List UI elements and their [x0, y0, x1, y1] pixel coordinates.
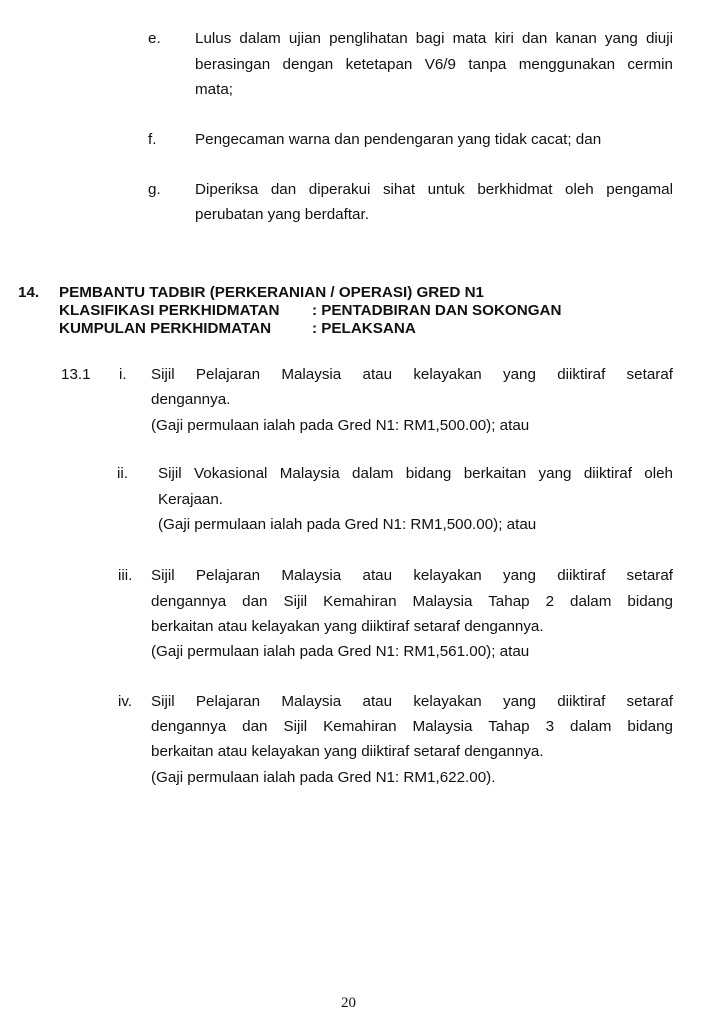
list-marker: i. [119, 366, 127, 383]
list-marker: iii. [118, 567, 133, 584]
list-text-line: dengannya dan Sijil Kemahiran Malaysia Tahap 2 dalam bidang [151, 593, 673, 610]
salary-note: (Gaji permulaan ialah pada Gred N1: RM1,622.00). [151, 769, 496, 786]
list-text-line: Diperiksa dan diperakui sihat untuk berkhidmat oleh pengamal [195, 181, 673, 198]
classification-value: : PENTADBIRAN DAN SOKONGAN [312, 302, 562, 319]
section-number: 14. [18, 284, 40, 301]
group-value: : PELAKSANA [312, 320, 416, 337]
classification-label: KLASIFIKASI PERKHIDMATAN [59, 302, 280, 319]
list-text-line: Sijil Pelajaran Malaysia atau kelayakan yang diiktiraf setaraf [151, 567, 673, 584]
list-marker: g. [148, 181, 161, 198]
list-text-line: berasingan dengan ketetapan V6/9 tanpa menggunakan cermin [195, 56, 673, 73]
salary-note: (Gaji permulaan ialah pada Gred N1: RM1,561.00); atau [151, 643, 530, 660]
page-number: 20 [341, 995, 356, 1011]
list-text-line: perubatan yang berdaftar. [195, 206, 369, 223]
salary-note: (Gaji permulaan ialah pada Gred N1: RM1,500.00); atau [151, 417, 530, 434]
list-text-line: Sijil Pelajaran Malaysia atau kelayakan yang diiktiraf setaraf [151, 693, 673, 710]
list-text-line: Sijil Pelajaran Malaysia atau kelayakan yang diiktiraf setaraf [151, 366, 673, 383]
group-label: KUMPULAN PERKHIDMATAN [59, 320, 272, 337]
list-text-line: dengannya. [151, 391, 231, 408]
list-marker: f. [148, 131, 157, 148]
list-text-line: Pengecaman warna dan pendengaran yang tidak cacat; dan [195, 131, 602, 148]
salary-note: (Gaji permulaan ialah pada Gred N1: RM1,500.00); atau [158, 516, 537, 533]
list-text-line: Sijil Vokasional Malaysia dalam bidang berkaitan yang diiktiraf oleh [158, 465, 673, 482]
list-marker: ii. [117, 465, 128, 482]
section-title: PEMBANTU TADBIR (PERKERANIAN / OPERASI) GRED N1 [59, 284, 484, 301]
list-text-line: berkaitan atau kelayakan yang diiktiraf setaraf dengannya. [151, 743, 544, 760]
list-text-line: Kerajaan. [158, 491, 224, 508]
list-text-line: Lulus dalam ujian penglihatan bagi mata kiri dan kanan yang diuji [195, 30, 673, 47]
list-text-line: berkaitan atau kelayakan yang diiktiraf setaraf dengannya. [151, 618, 544, 635]
subsection-number: 13.1 [61, 366, 91, 383]
list-text-line: dengannya dan Sijil Kemahiran Malaysia Tahap 3 dalam bidang [151, 718, 673, 735]
list-marker: e. [148, 30, 161, 47]
list-marker: iv. [118, 693, 133, 710]
list-text-line: mata; [195, 81, 233, 98]
